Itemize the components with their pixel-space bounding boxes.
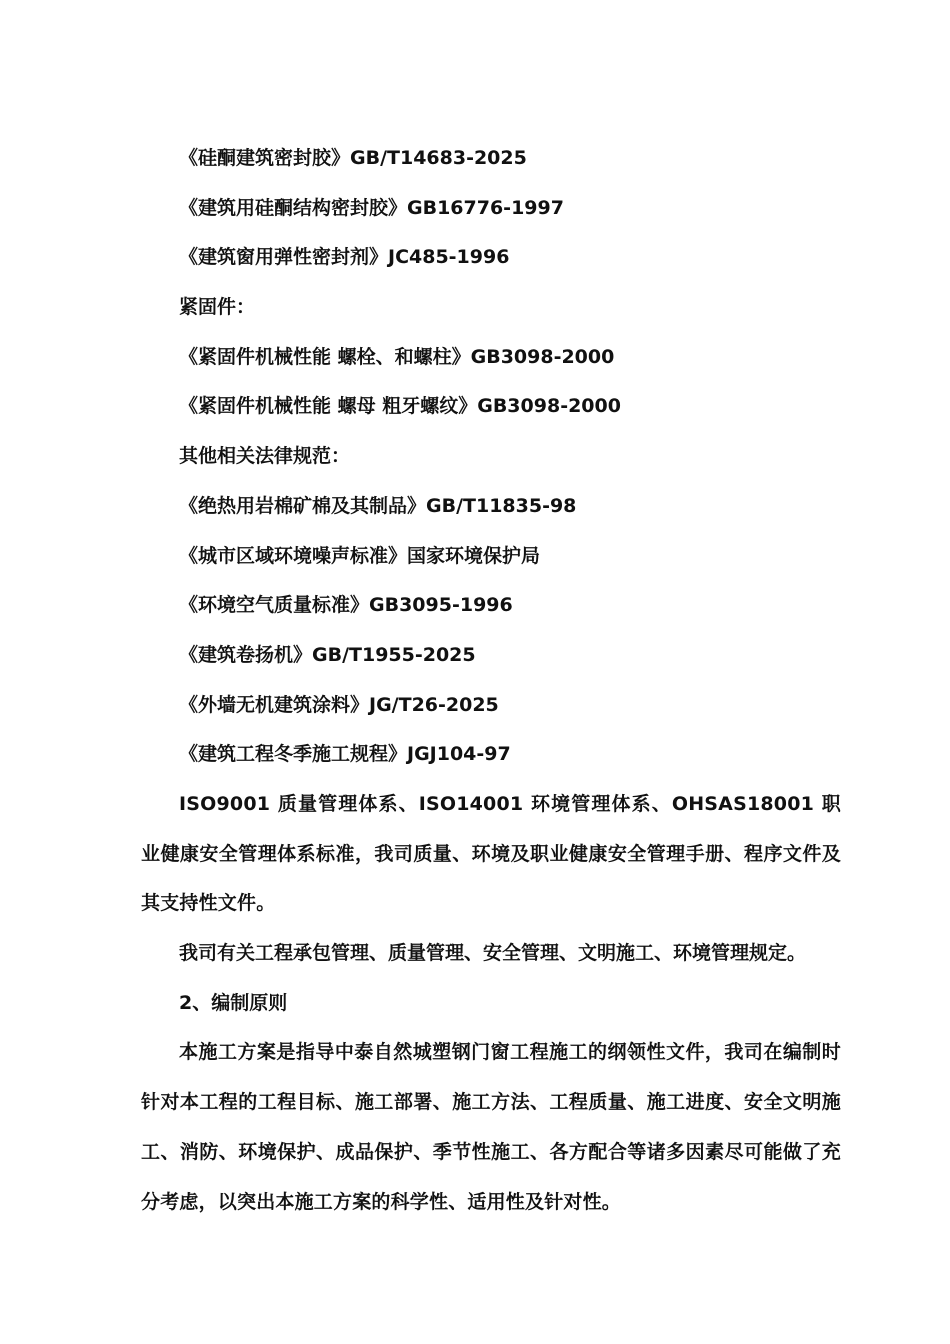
standard-line: 《硅酮建筑密封胶》GB/T14683-2025 (179, 147, 527, 169)
standard-line: 《建筑用硅酮结构密封胶》GB16776-1997 (179, 196, 564, 219)
category-heading-other-regulations: 其他相关法律规范： (179, 445, 351, 468)
category-heading-fasteners: 紧固件： (179, 296, 256, 319)
standard-line: 《环境空气质量标准》GB3095-1996 (179, 594, 513, 617)
standard-line: 《建筑窗用弹性密封剂》JC485-1996 (179, 246, 510, 269)
standard-line: 《建筑卷扬机》GB/T1955-2025 (179, 643, 476, 666)
standard-line: 《绝热用岩棉矿棉及其制品》GB/T11835-98 (179, 494, 577, 517)
document-body (141, 134, 841, 1227)
principle-paragraph: 本施工方案是指导中泰自然城塑钢门窗工程施工的纲领性文件，我司在编制时针对本工程的工程目标、施工部署、施工方法、工程质量、施工进度、安全文明施工、消防、环境保护、成品保护、季节性施工、各方配合等诸多因素尽可能做了充分考虑，以突出本施工方案的科学性、适用性及针对性。 (141, 1041, 841, 1213)
iso-standards-paragraph: ISO9001 质量管理体系、ISO14001 环境管理体系、OHSAS18001 职业健康安全管理体系标准，我司质量、环境及职业健康安全管理手册、程序文件及其支持性文件。 (141, 792, 841, 915)
section-heading: 2、编制原则 (179, 991, 288, 1014)
company-rules-line: 我司有关工程承包管理、质量管理、安全管理、文明施工、环境管理规定。 (179, 942, 807, 965)
standard-line: 《外墙无机建筑涂料》JG/T26-2025 (179, 693, 499, 716)
standard-line: 《紧固件机械性能 螺母 粗牙螺纹》GB3098-2000 (179, 395, 621, 418)
standard-line: 《建筑工程冬季施工规程》JGJ104-97 (179, 743, 511, 766)
standard-line: 《城市区域环境噪声标准》国家环境保护局 (179, 544, 541, 567)
standard-line: 《紧固件机械性能 螺栓、和螺柱》GB3098-2000 (179, 345, 615, 368)
